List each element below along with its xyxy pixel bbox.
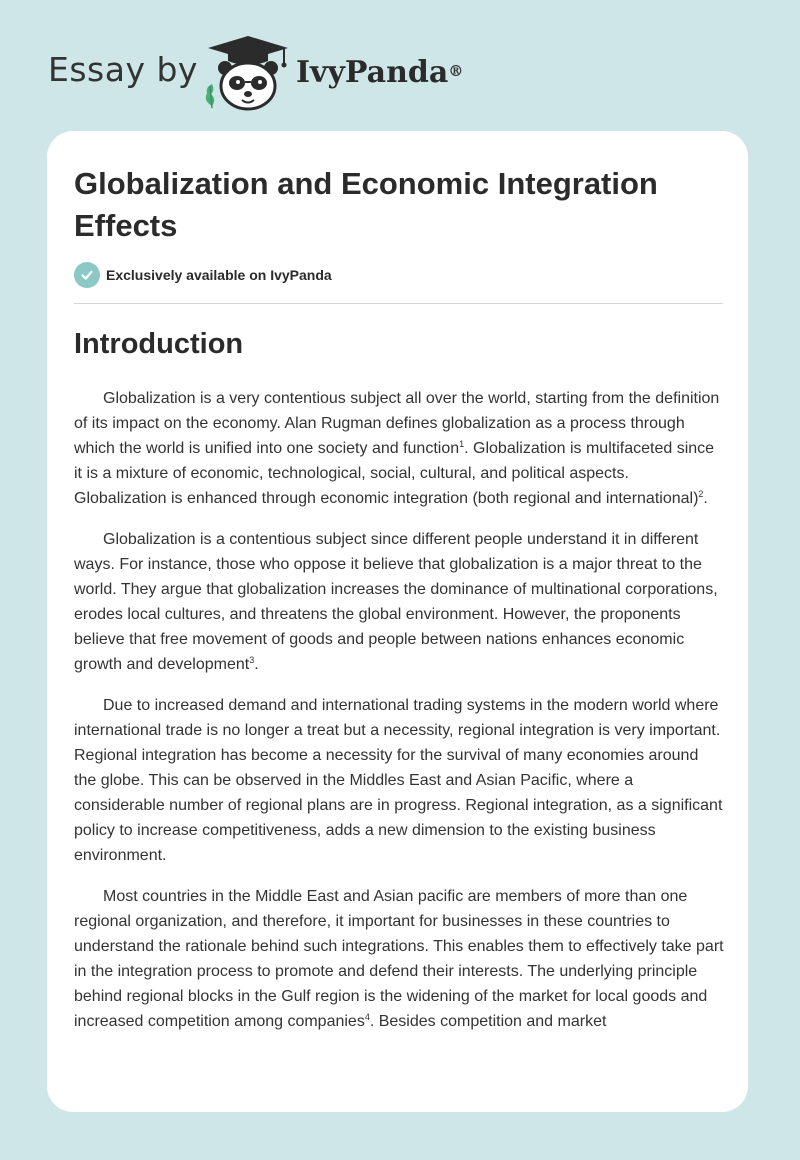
registered-mark: ® — [448, 62, 464, 80]
paragraph-text: Globalization is a contentious subject since different people understand it in different ways. For instance, those who oppose it believe that globalization is a major threat to the world. They argue that globalization increases the dominance of multinational corporations, erodes local cultures, and threatens the global environment. However, the proponents believe that free movement of goods and people between nations enhances economic growth and development — [74, 531, 718, 673]
brand-name[interactable] — [296, 53, 463, 93]
essay-by-label: Essay by — [48, 50, 198, 89]
paragraph-text: Most countries in the Middle East and Asian pacific are members of more than one regional organization, and therefore, it important for businesses in these countries to understand the rationale behind such integrations. This enables them to effectively take part in the integration process to promote and defend their interests. The underlying principle behind regional blocks in the Gulf region is the widening of the market for local goods and increased competition among companies — [74, 888, 724, 1030]
paragraph-text: . — [254, 656, 259, 673]
exclusive-badge — [74, 262, 332, 288]
paragraph-text: . Globalization is multifaceted since it is a mixture of economic, technological, social, cultural, and political aspects. Globalization is enhanced through economic integration (both regional and international) — [74, 440, 715, 507]
paragraph-2 — [74, 527, 724, 677]
brand-name-text: IvyPanda — [296, 55, 449, 90]
footnote-ref-3[interactable]: 3 — [249, 655, 255, 665]
paragraph-text: Globalization is a very contentious subject all over the world, starting from the definition of its impact on the economy. Alan Rugman defines globalization as a process through which the world is unified into one society and function — [74, 390, 720, 457]
panda-logo-icon[interactable] — [200, 34, 296, 112]
title-divider — [74, 303, 723, 304]
exclusive-badge-label: Exclusively available on IvyPanda — [106, 267, 332, 283]
section-heading: Introduction — [74, 328, 244, 360]
paragraph-text: . Besides competition and market — [369, 1013, 607, 1030]
footnote-ref-1[interactable]: 1 — [459, 439, 465, 449]
paragraph-text: . — [703, 490, 708, 507]
essay-card — [47, 131, 748, 1112]
footnote-ref-4[interactable]: 4 — [364, 1012, 370, 1022]
paragraph-3: Due to increased demand and international trading systems in the modern world where international trade is no longer a treat but a necessity, regional integration is very important. Regional integration has become a necessity for the survival of many economies around the globe. This can be observed in the Middles East and Asian Pacific, where a considerable number of regional plans are in progress. Regional integration, as a significant policy to increase competitiveness, adds a new dimension to the existing business environment. — [74, 697, 723, 864]
footnote-ref-2[interactable]: 2 — [698, 489, 704, 499]
essay-body — [74, 386, 724, 1050]
site-header — [0, 0, 800, 120]
essay-title: Globalization and Economic Integration Effects — [74, 166, 658, 243]
paragraph-4 — [74, 884, 724, 1034]
check-circle-icon — [74, 262, 100, 288]
paragraph-1 — [74, 386, 724, 511]
